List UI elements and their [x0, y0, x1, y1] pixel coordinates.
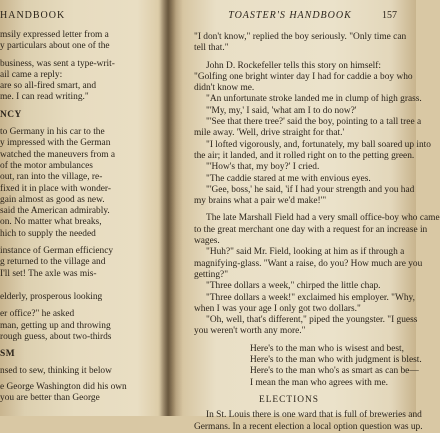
text-line: me. I can read writing."	[0, 92, 89, 103]
text-line: elderly, prosperous looking	[0, 291, 103, 302]
text-line: "'How's that, my boy?' I cried.	[206, 162, 320, 173]
text-line: Germans. In a recent election a local option question was up.	[194, 421, 423, 432]
text-line: g returned to the village and	[0, 257, 106, 268]
book-gutter	[160, 0, 176, 416]
text-line: man, getting up and throwing	[0, 320, 111, 331]
text-line: you weren't worth any more."	[194, 326, 306, 337]
text-line: to Germany in his car to the	[0, 127, 105, 138]
text-line: hich to supply the needed	[0, 228, 96, 239]
right-page	[176, 0, 440, 432]
text-line: said the American admirably.	[0, 206, 110, 217]
left-page-text	[0, 30, 127, 404]
text-line: when I was your age I only got two dollars."	[194, 303, 361, 314]
text-line: wages.	[194, 236, 220, 247]
text-line: the air; it landed, and it rolled right on to the petting green.	[194, 150, 415, 161]
text-line: I'll set! The axle was mis-	[0, 268, 97, 279]
text-line: getting?"	[194, 269, 229, 280]
text-line: "Oh, well, that's different," piped the youngster. "I guess	[206, 315, 418, 326]
text-line: "I lofted vigorously, and, fortunately, my ball soared up into	[206, 139, 431, 150]
section-heading: ELECTIONS	[258, 394, 320, 405]
left-running-head: HANDBOOK	[0, 10, 66, 21]
section-heading: NCY	[0, 109, 22, 120]
text-line: "An unfortunate stroke landed me in clump of high grass.	[206, 94, 422, 105]
text-line: The late Marshall Field had a very small office-boy who came	[206, 213, 440, 224]
text-line: e George Washington did his own	[0, 381, 127, 392]
text-line: "The caddie stared at me with envious eyes.	[206, 173, 371, 184]
text-line: "'See that there tree?' said the boy, pointing to a tall tree a	[206, 117, 422, 128]
text-line: of the motor ambulances	[0, 160, 93, 171]
text-line: "'My, my,' I said, 'what am I to do now?'	[206, 105, 357, 116]
section-heading: SM	[0, 349, 16, 360]
text-line: out, ran into the village, re-	[0, 172, 103, 183]
text-line: gain almost as good as new.	[0, 194, 105, 205]
text-line: on. No matter what breaks,	[0, 217, 102, 228]
text-line: magnifying-glass. "Want a raise, do you? How much are you	[194, 258, 423, 269]
verse-line: Here's to the man who's as smart as can be—	[250, 366, 419, 377]
text-line: John D. Rockefeller tells this story on himself:	[206, 60, 381, 71]
text-line: "I don't know," replied the boy seriously. "Only time can	[194, 32, 407, 42]
text-line: you are better than George	[0, 393, 100, 404]
text-line: rough guess, about two-thirds	[0, 331, 112, 342]
verse-line: I mean the man who agrees with me.	[250, 377, 388, 388]
text-line: fixed it in place with wonder-	[0, 183, 111, 194]
text-line: to the great merchant one day with a request for an increase in	[194, 224, 428, 235]
verse-line: Here's to the man who with judgment is blest.	[250, 355, 422, 366]
right-page-text	[194, 32, 440, 433]
text-line: In St. Louis there is one ward that is full of breweries and	[206, 410, 422, 421]
page-number: 157	[382, 10, 397, 21]
text-line: "Three dollars a week," chirped the little chap.	[206, 281, 381, 292]
left-page	[0, 0, 160, 416]
text-line: watched the maneuvers from a	[0, 149, 116, 160]
text-line: ail came a reply:	[0, 69, 63, 80]
text-line: "Golfing one bright winter day I had for caddie a boy who	[194, 71, 413, 82]
text-line: nsed to sew, thinking it below	[0, 366, 112, 377]
text-line: "Huh?" said Mr. Field, looking at him as if through a	[206, 247, 405, 258]
text-line: tell that."	[194, 43, 229, 54]
text-line: instance of German efficiency	[0, 246, 114, 257]
text-line: are so all-fired smart, and	[0, 81, 97, 92]
text-line: er office?" he asked	[0, 309, 75, 320]
text-line: "Three dollars a week!" exclaimed his employer. "Why,	[206, 292, 415, 303]
text-line: "'Gee, boss,' he said, 'if I had your strength and you had	[206, 184, 415, 195]
text-line: my brains what a pair we'd make!'"	[194, 196, 327, 207]
verse-line: Here's to the man who is wisest and best,	[250, 343, 405, 354]
text-line: y particulars about one of the	[0, 41, 110, 52]
text-line: y impressed with the German	[0, 138, 111, 149]
text-line: didn't know me.	[194, 83, 255, 94]
right-running-head: TOASTER'S HANDBOOK	[228, 10, 352, 21]
text-line: mile away. 'Well, drive straight for that.'	[194, 128, 345, 139]
text-line: msily expressed letter from a	[0, 30, 109, 40]
text-line: business, was sent a type-writ-	[0, 58, 115, 69]
